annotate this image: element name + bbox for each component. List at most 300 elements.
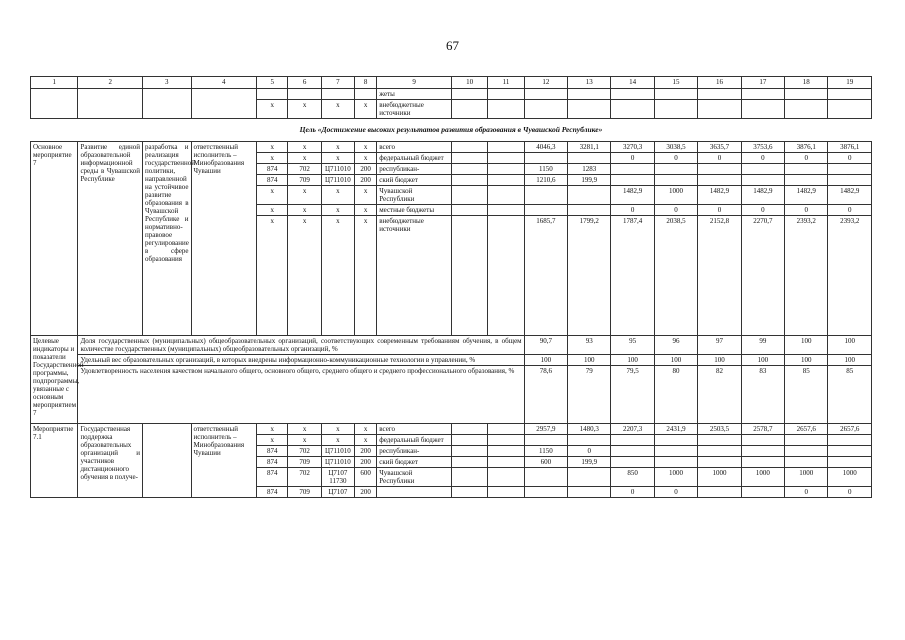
table-cell [31,89,78,100]
funding-source: всего [377,424,452,435]
code-cell: х [321,216,354,336]
value-cell [828,175,872,186]
code-cell: Ц711010 [321,164,354,175]
value-cell: 0 [741,205,784,216]
table-cell [488,186,524,205]
goal-title: Цель «Достижение высоких результатов развития образования в Чувашской Республике» [31,119,872,142]
value-cell: 3281,1 [568,142,611,153]
table-cell [257,89,288,100]
value-cell [785,457,828,468]
table-cell [488,164,524,175]
value-cell [741,89,784,100]
code-cell: 702 [288,468,321,487]
value-cell [828,89,872,100]
budget-table [30,76,872,498]
value-cell: 2207,3 [611,424,654,435]
funding-source: всего [377,142,452,153]
code-cell: х [321,142,354,153]
value-cell [741,446,784,457]
table-cell: х [321,100,354,119]
value-cell: 90,7 [524,336,567,355]
value-cell: 100 [568,355,611,366]
code-cell: х [288,216,321,336]
code-cell: Ц7107 [321,487,354,498]
table-cell [451,216,487,336]
table-cell [488,205,524,216]
value-cell: 0 [698,153,741,164]
code-cell: 702 [288,446,321,457]
value-cell: 97 [698,336,741,355]
header-cell: 14 [611,77,654,89]
funding-source: внебюджетные источники [377,100,452,119]
table-cell [488,435,524,446]
value-cell: 79,5 [611,366,654,424]
header-cell: 18 [785,77,828,89]
value-cell: 93 [568,336,611,355]
table-row [31,100,872,119]
value-cell [654,175,697,186]
executor: ответственный исполнитель – Минобразования Чувашии [191,424,257,498]
value-cell: 80 [654,366,697,424]
value-cell [654,89,697,100]
measure-name: Мероприятие 7.1 [31,424,78,498]
value-cell [611,100,654,119]
value-cell [698,89,741,100]
value-cell: 95 [611,336,654,355]
value-cell: 1482,9 [611,186,654,205]
funding-source: Чувашской Республики [377,468,452,487]
value-cell: 2393,2 [828,216,872,336]
table-cell [355,89,377,100]
value-cell: 100 [828,336,872,355]
value-cell [828,457,872,468]
value-cell: 100 [785,336,828,355]
value-cell [611,457,654,468]
value-cell: 2657,6 [785,424,828,435]
value-cell: 0 [741,153,784,164]
value-cell [524,205,567,216]
header-cell: 16 [698,77,741,89]
header-cell: 19 [828,77,872,89]
table-cell [451,457,487,468]
code-cell: х [257,205,288,216]
table-header-row [31,77,872,89]
code-cell: х [288,205,321,216]
value-cell: 0 [828,487,872,498]
value-cell: 2578,7 [741,424,784,435]
value-cell: 0 [828,153,872,164]
value-cell [654,457,697,468]
measure-title: Развитие единой образовательной информационной среды в Чувашской Республике [78,142,143,336]
value-cell: 850 [611,468,654,487]
value-cell [611,89,654,100]
value-cell: 0 [828,205,872,216]
table-cell [451,142,487,153]
table-cell [488,142,524,153]
value-cell: 0 [698,205,741,216]
code-cell: 709 [288,175,321,186]
value-cell: 2038,5 [654,216,697,336]
value-cell [611,164,654,175]
value-cell: 78,6 [524,366,567,424]
value-cell: 79 [568,366,611,424]
indicator-row [31,355,872,366]
code-cell: х [288,153,321,164]
value-cell: 0 [785,205,828,216]
value-cell [698,446,741,457]
indicators-label: Целевые индикаторы и показатели Государственной программы, подпрограммы, увязанные с основным мероприятием 7 [31,336,78,424]
table-cell [31,100,78,119]
value-cell [828,446,872,457]
value-cell: 1480,3 [568,424,611,435]
table-cell [451,487,487,498]
table-cell [488,424,524,435]
header-cell: 4 [191,77,257,89]
value-cell [785,175,828,186]
value-cell: 1150 [524,164,567,175]
value-cell [524,468,567,487]
table-cell [78,100,143,119]
value-cell: 2431,9 [654,424,697,435]
value-cell: 1150 [524,446,567,457]
value-cell [828,435,872,446]
table-cell [451,446,487,457]
value-cell: 3038,5 [654,142,697,153]
value-cell [741,457,784,468]
code-cell: х [288,435,321,446]
value-cell: 100 [611,355,654,366]
value-cell: 85 [785,366,828,424]
table-cell [451,435,487,446]
code-cell: х [288,186,321,205]
value-cell: 1685,7 [524,216,567,336]
value-cell: 0 [611,153,654,164]
table-cell [488,153,524,164]
code-cell: х [355,142,377,153]
code-cell: 874 [257,164,288,175]
code-cell: 600 [355,468,377,487]
value-cell: 199,9 [568,457,611,468]
value-cell: 100 [654,355,697,366]
measure-name: Основное мероприятие 7 [31,142,78,336]
code-cell: 200 [355,164,377,175]
value-cell [654,100,697,119]
value-cell [785,435,828,446]
value-cell: 3753,6 [741,142,784,153]
value-cell: 2270,7 [741,216,784,336]
executor: ответственный исполнитель – Минобразования Чувашии [191,142,257,336]
value-cell: 0 [654,205,697,216]
value-cell: 0 [654,487,697,498]
code-cell: х [288,142,321,153]
value-cell: 2957,9 [524,424,567,435]
value-cell: 100 [828,355,872,366]
value-cell: 0 [611,205,654,216]
value-cell [568,89,611,100]
value-cell [698,487,741,498]
funding-source: федеральный бюджет [377,153,452,164]
code-cell: 874 [257,457,288,468]
code-cell: 874 [257,487,288,498]
table-cell: х [355,100,377,119]
table-row [31,142,872,153]
value-cell: 3270,3 [611,142,654,153]
code-cell: 709 [288,457,321,468]
value-cell [524,487,567,498]
table-cell [488,100,524,119]
value-cell: 1787,4 [611,216,654,336]
value-cell: 100 [524,355,567,366]
table-cell [451,164,487,175]
code-cell: 874 [257,446,288,457]
value-cell: 96 [654,336,697,355]
measure-title: Государственная поддержка образовательных организаций и участников дистанционного обучения в получе- [78,424,143,498]
value-cell: 1482,9 [785,186,828,205]
value-cell [568,205,611,216]
table-cell [451,89,487,100]
value-cell [741,487,784,498]
table-cell: х [288,100,321,119]
value-cell: 1000 [654,468,697,487]
table-row [31,89,872,100]
value-cell [698,100,741,119]
funding-source: Чувашской Республики [377,186,452,205]
value-cell [568,487,611,498]
table-cell [78,89,143,100]
funding-source: внебюджетные источники [377,216,452,336]
value-cell: 600 [524,457,567,468]
table-cell [488,446,524,457]
code-cell: х [257,142,288,153]
code-cell: х [257,424,288,435]
table-cell [488,487,524,498]
value-cell: 1000 [828,468,872,487]
code-cell: х [321,153,354,164]
value-cell [698,435,741,446]
value-cell [524,435,567,446]
code-cell: 200 [355,487,377,498]
funding-source: республикан- [377,446,452,457]
value-cell: 1799,2 [568,216,611,336]
value-cell: 1000 [741,468,784,487]
value-cell: 0 [785,487,828,498]
code-cell: Ц711010 [321,457,354,468]
measure-description [143,424,191,498]
measure-description: разработка и реализация государственной политики, направленной на устойчивое развитие образования в Чувашской Республике и нормативно-правовое регулирование в сфере образования [143,142,191,336]
value-cell [741,164,784,175]
code-cell: 709 [288,487,321,498]
code-cell: 874 [257,175,288,186]
value-cell: 99 [741,336,784,355]
value-cell: 199,9 [568,175,611,186]
funding-source: жеты [377,89,452,100]
value-cell [785,89,828,100]
funding-source: федеральный бюджет [377,435,452,446]
table-cell [451,205,487,216]
value-cell: 1482,9 [741,186,784,205]
code-cell: Ц7107 11730 [321,468,354,487]
code-cell: 702 [288,164,321,175]
funding-source: ский бюджет [377,175,452,186]
table-cell [451,186,487,205]
value-cell [524,89,567,100]
value-cell [524,100,567,119]
value-cell: 3876,1 [785,142,828,153]
value-cell: 3635,7 [698,142,741,153]
page-number: 67 [446,38,459,53]
value-cell: 2152,8 [698,216,741,336]
value-cell: 2393,2 [785,216,828,336]
value-cell [611,435,654,446]
code-cell: х [355,186,377,205]
table-cell [488,468,524,487]
value-cell [698,457,741,468]
table-cell [488,216,524,336]
table-cell [451,100,487,119]
value-cell: 1283 [568,164,611,175]
header-cell: 17 [741,77,784,89]
header-cell: 2 [78,77,143,89]
value-cell [611,446,654,457]
code-cell: х [355,205,377,216]
value-cell: 1210,6 [524,175,567,186]
table-cell [488,457,524,468]
table-cell [488,89,524,100]
value-cell: 100 [785,355,828,366]
code-cell: 200 [355,446,377,457]
value-cell: 82 [698,366,741,424]
value-cell [654,164,697,175]
code-cell: 200 [355,457,377,468]
value-cell [568,153,611,164]
code-cell: х [321,205,354,216]
value-cell: 83 [741,366,784,424]
code-cell: 200 [355,175,377,186]
table-cell [288,89,321,100]
code-cell: 874 [257,468,288,487]
value-cell: 100 [741,355,784,366]
value-cell [568,100,611,119]
code-cell: х [257,153,288,164]
value-cell [654,435,697,446]
value-cell [568,468,611,487]
value-cell: 1482,9 [828,186,872,205]
header-cell: 11 [488,77,524,89]
value-cell: 1000 [785,468,828,487]
value-cell [741,175,784,186]
header-cell: 15 [654,77,697,89]
value-cell [785,100,828,119]
table-cell: х [257,100,288,119]
indicator-text: Удовлетворенность населения качеством начального общего, основного общего, среднего общего и среднего профессионального образования, % [78,366,524,424]
value-cell: 4046,3 [524,142,567,153]
code-cell: х [355,153,377,164]
value-cell [741,100,784,119]
value-cell [568,186,611,205]
value-cell: 1000 [698,468,741,487]
indicator-text: Удельный вес образовательных организаций, в которых внедрены информационно-коммуникационные технологии в управлении, % [78,355,524,366]
value-cell: 1000 [654,186,697,205]
value-cell [698,175,741,186]
funding-source: республикан- [377,164,452,175]
table-cell [451,468,487,487]
goal-row [31,119,872,142]
header-cell: 8 [355,77,377,89]
code-cell: х [355,216,377,336]
code-cell: Ц711010 [321,446,354,457]
header-cell: 12 [524,77,567,89]
value-cell [568,435,611,446]
funding-source: ский бюджет [377,457,452,468]
table-cell [191,89,257,100]
table-cell [191,100,257,119]
value-cell: 85 [828,366,872,424]
value-cell: 0 [654,153,697,164]
value-cell: 1482,9 [698,186,741,205]
header-cell: 6 [288,77,321,89]
value-cell: 100 [698,355,741,366]
value-cell [741,435,784,446]
indicator-row [31,366,872,424]
code-cell: х [321,424,354,435]
code-cell: х [321,186,354,205]
table-cell [451,175,487,186]
header-cell: 9 [377,77,452,89]
funding-source: местные бюджеты [377,205,452,216]
header-cell: 1 [31,77,78,89]
value-cell: 0 [785,153,828,164]
header-cell: 13 [568,77,611,89]
table-cell [451,153,487,164]
code-cell: х [257,216,288,336]
value-cell [828,164,872,175]
code-cell: Ц711010 [321,175,354,186]
funding-source [377,487,452,498]
value-cell [785,446,828,457]
value-cell: 3876,1 [828,142,872,153]
code-cell: х [257,186,288,205]
table-cell [143,89,191,100]
header-cell: 7 [321,77,354,89]
value-cell [524,153,567,164]
table-cell [451,424,487,435]
code-cell: х [288,424,321,435]
value-cell [611,175,654,186]
value-cell [828,100,872,119]
value-cell [524,186,567,205]
header-cell: 10 [451,77,487,89]
value-cell: 2503,5 [698,424,741,435]
value-cell: 0 [568,446,611,457]
value-cell: 2657,6 [828,424,872,435]
indicator-text: Доля государственных (муниципальных) общеобразовательных организаций, соответствующих современным требованиям обучения, в общем количестве государственных (муниципальных) общеобразовательных организаций, % [78,336,524,355]
header-cell: 3 [143,77,191,89]
code-cell: х [355,424,377,435]
header-cell: 5 [257,77,288,89]
value-cell [654,446,697,457]
value-cell [698,164,741,175]
value-cell: 0 [611,487,654,498]
value-cell [785,164,828,175]
table-cell [488,175,524,186]
indicator-row [31,336,872,355]
table-cell [321,89,354,100]
code-cell: х [355,435,377,446]
table-cell [143,100,191,119]
table-row [31,424,872,435]
code-cell: х [321,435,354,446]
code-cell: х [257,435,288,446]
